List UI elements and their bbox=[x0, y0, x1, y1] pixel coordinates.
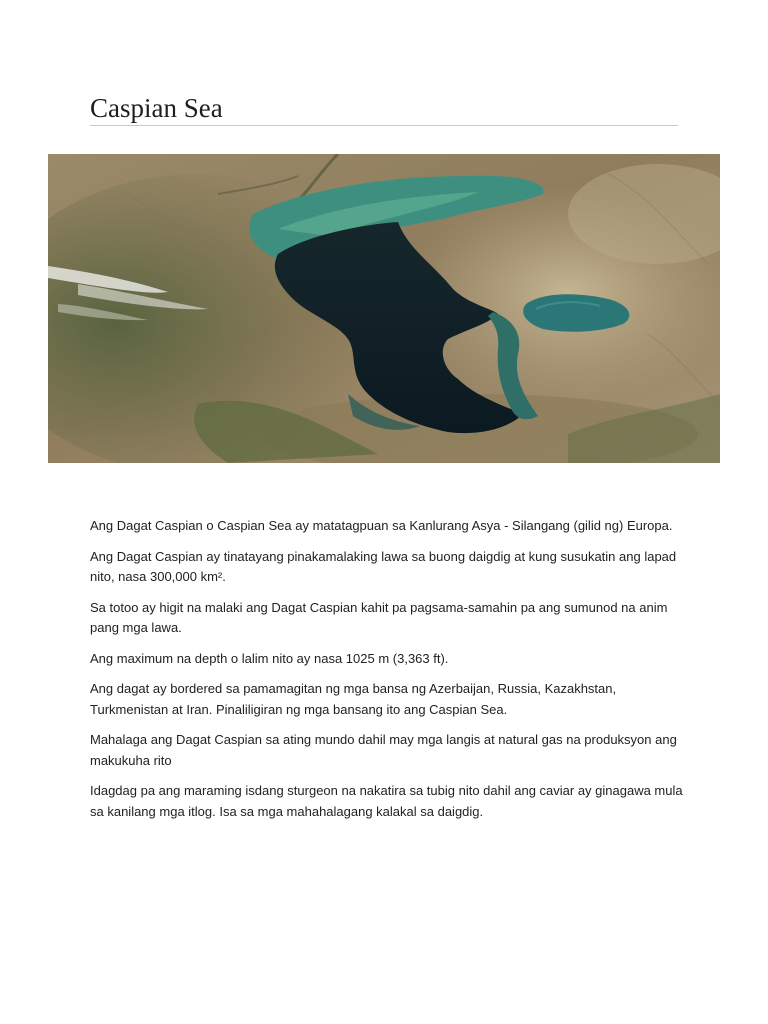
paragraph-depth: Ang maximum na depth o lalim nito ay nasa 1025 m (3,363 ft). bbox=[90, 650, 449, 666]
paragraph-sturgeon: Idagdag pa ang maraming isdang sturgeon na nakatira sa tubig nito dahil ang caviar ay ginagawa mula sa kanilang mga itlog. Isa sa mga mahahalagang kalakal sa daigdig. bbox=[90, 783, 683, 819]
paragraph-oil-gas: Mahalaga ang Dagat Caspian sa ating mundo dahil may mga langis at natural gas na produksyon ang makukuha rito bbox=[90, 732, 677, 768]
caspian-sea-satellite-image bbox=[48, 154, 720, 463]
article-body bbox=[90, 516, 690, 832]
page-title: Caspian Sea bbox=[90, 93, 223, 123]
paragraph-size: Ang Dagat Caspian ay tinatayang pinakamalaking lawa sa buong daigdig at kung susukatin ang lapad nito, nasa 300,000 km². bbox=[90, 548, 677, 584]
title-divider bbox=[90, 125, 678, 126]
paragraph-location: Ang Dagat Caspian o Caspian Sea ay matatagpuan sa Kanlurang Asya - Silangang (gilid ng) Europa. bbox=[90, 518, 673, 533]
paragraph-comparison: Sa totoo ay higit na malaki ang Dagat Caspian kahit pa pagsama-samahin pa ang sumunod na anim pang mga lawa. bbox=[90, 599, 668, 635]
paragraph-borders: Ang dagat ay bordered sa pamamagitan ng mga bansa ng Azerbaijan, Russia, Kazakhstan, Turkmenistan at Iran. Pinaliligiran ng mga bansang ito ang Caspian Sea. bbox=[90, 681, 617, 717]
